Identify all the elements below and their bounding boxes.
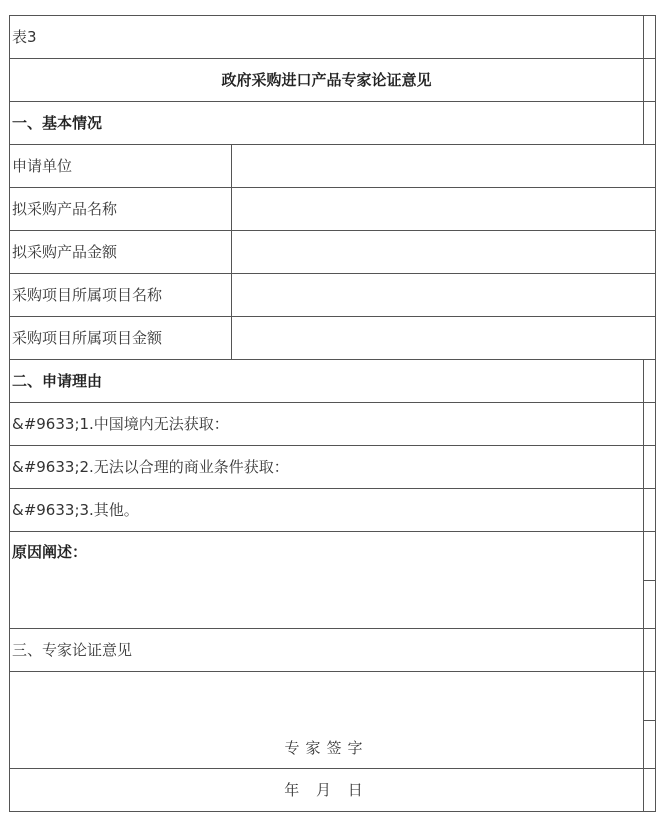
date-label[interactable]: 年 月 日 <box>10 769 644 812</box>
list-item <box>10 446 656 489</box>
table-row <box>10 317 656 360</box>
field-value-product-amount[interactable] <box>232 231 656 274</box>
table-row <box>10 188 656 231</box>
form-title: 政府采购进口产品专家论证意见 <box>10 59 644 102</box>
reason-explanation-label[interactable]: 原因阐述： <box>10 532 644 629</box>
expert-signature-label[interactable]: 专家签字 <box>10 672 644 769</box>
field-value-project-name[interactable] <box>232 274 656 317</box>
field-label-project-amount: 采购项目所属项目金额 <box>10 317 232 360</box>
reason-option-2[interactable]: &#9633;2.无法以合理的商业条件获取： <box>10 446 644 489</box>
list-item <box>10 489 656 532</box>
title-row <box>10 59 656 102</box>
table-row <box>10 231 656 274</box>
section3-heading-row <box>10 629 656 672</box>
field-label-product-name: 拟采购产品名称 <box>10 188 232 231</box>
section-heading-reasons: 二、申请理由 <box>10 360 644 403</box>
field-label-project-name: 采购项目所属项目名称 <box>10 274 232 317</box>
section-heading-basic-info: 一、基本情况 <box>10 102 644 145</box>
field-label-applicant: 申请单位 <box>10 145 232 188</box>
expert-signature-row <box>10 672 656 721</box>
reason-option-3[interactable]: &#9633;3.其他。 <box>10 489 644 532</box>
form-table-wrapper <box>9 15 655 812</box>
table-label: 表3 <box>10 16 644 59</box>
reason-explanation-row <box>10 532 656 581</box>
table-row <box>10 274 656 317</box>
field-value-project-amount[interactable] <box>232 317 656 360</box>
section-heading-expert-opinion: 三、专家论证意见 <box>10 629 644 672</box>
reason-option-1[interactable]: &#9633;1.中国境内无法获取： <box>10 403 644 446</box>
expert-opinion-form <box>9 15 656 812</box>
list-item <box>10 403 656 446</box>
field-value-applicant[interactable] <box>232 145 656 188</box>
section2-heading-row <box>10 360 656 403</box>
field-value-product-name[interactable] <box>232 188 656 231</box>
field-label-product-amount: 拟采购产品金额 <box>10 231 232 274</box>
date-row <box>10 769 656 812</box>
section1-heading-row <box>10 102 656 145</box>
table-row <box>10 145 656 188</box>
table-label-row <box>10 16 656 59</box>
